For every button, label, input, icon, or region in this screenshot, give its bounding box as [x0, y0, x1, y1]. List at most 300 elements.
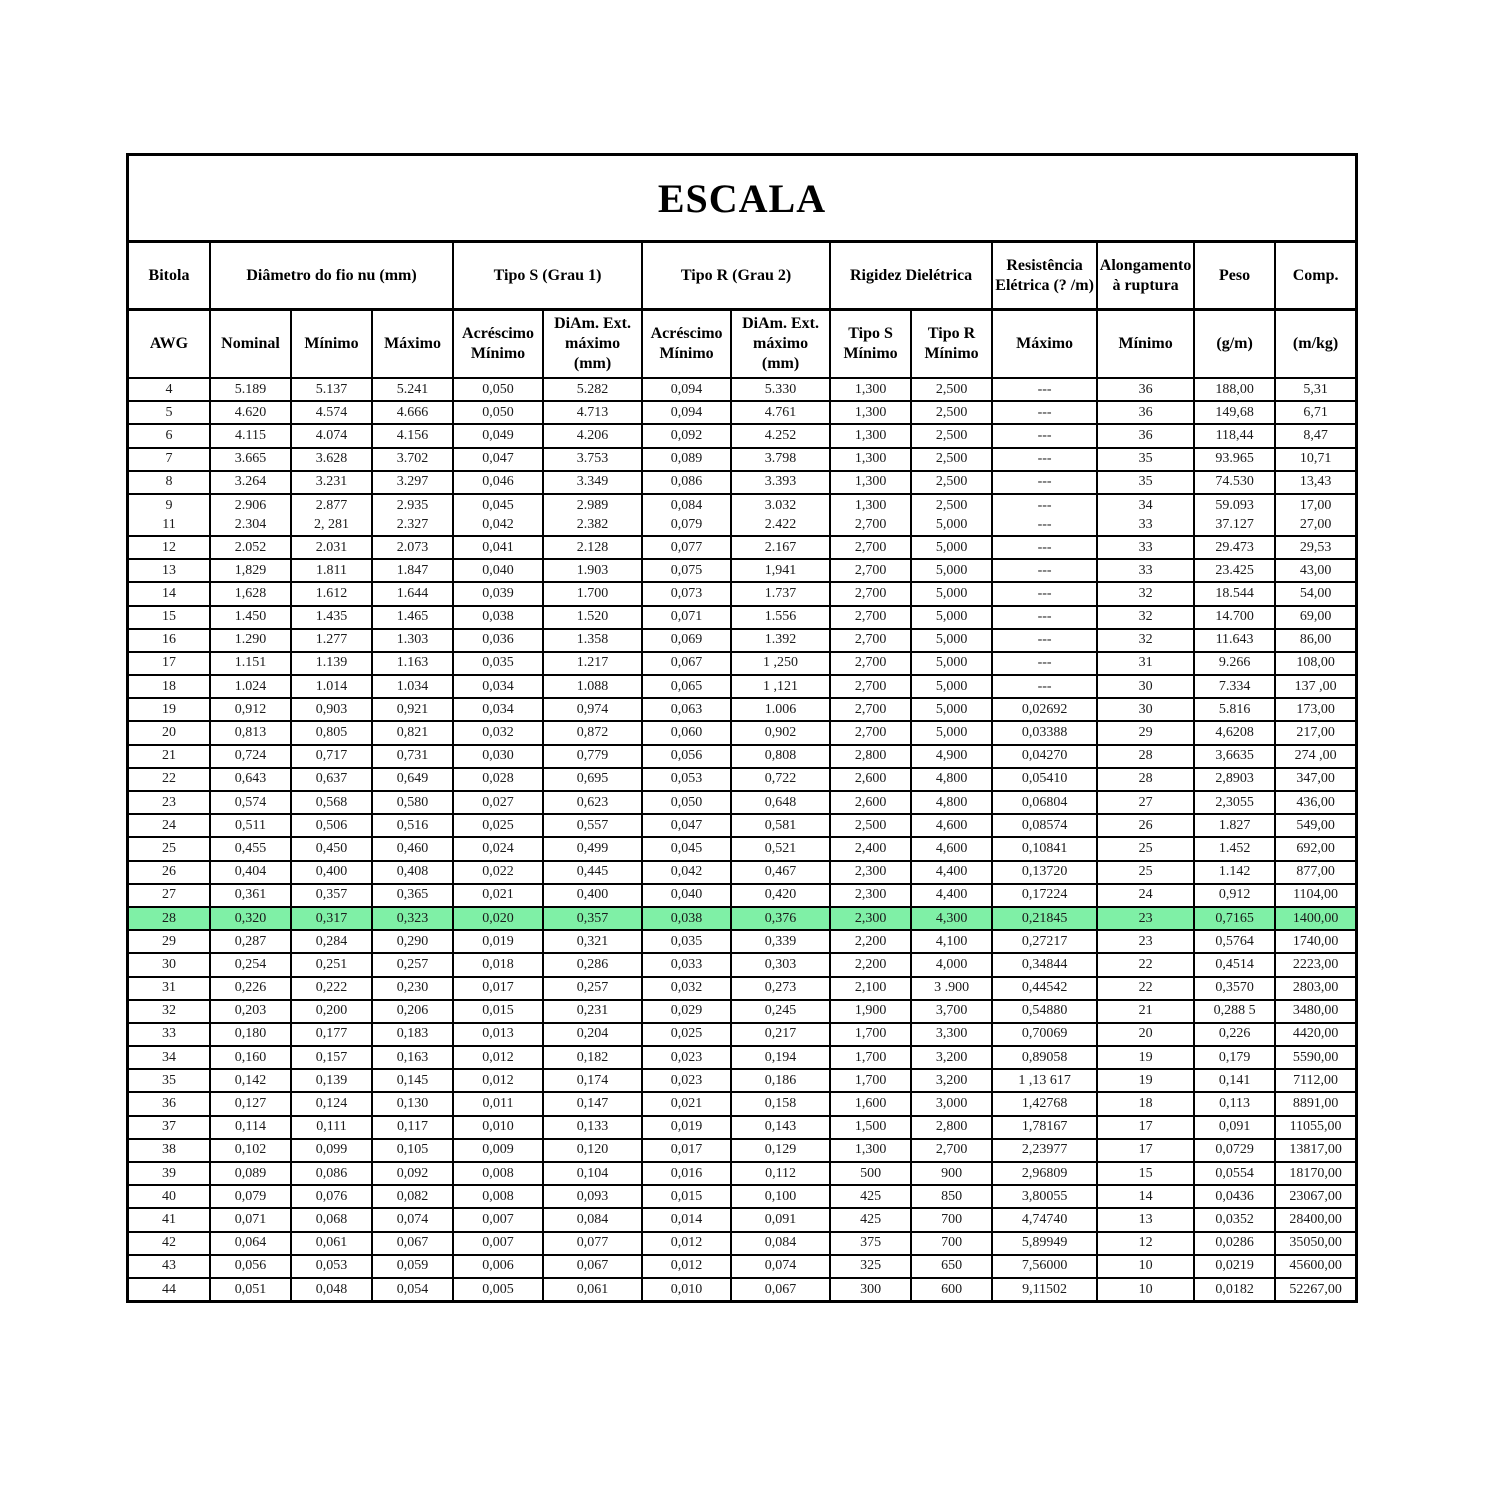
table-cell: 0,320 [210, 907, 291, 930]
table-cell: 0,050 [642, 791, 731, 814]
table-cell: 2.935 2.327 [372, 494, 453, 536]
table-cell: 59.093 37.127 [1194, 494, 1275, 536]
table-cell: 0,016 [642, 1162, 731, 1185]
table-cell: 1,300 [830, 424, 911, 447]
table-row [129, 1046, 1355, 1069]
table-row [129, 559, 1355, 582]
table-cell: 2,500 5,000 [911, 494, 992, 536]
table-cell: 1.392 [731, 629, 830, 652]
table-cell: 0,056 [210, 1255, 291, 1278]
table-cell: 11055,00 [1275, 1116, 1355, 1139]
table-cell: 0,813 [210, 721, 291, 744]
table-cell: 2,600 [830, 791, 911, 814]
table-cell: 0,036 [453, 629, 543, 652]
table-cell: 0,06804 [992, 791, 1097, 814]
table-cell: 0,288 5 [1194, 1000, 1275, 1023]
table-cell: 1.034 [372, 675, 453, 698]
table-cell: 4.666 [372, 401, 453, 424]
table-cell: 0,3570 [1194, 977, 1275, 1000]
header-rigidez: Rigidez Dielétrica [830, 243, 992, 310]
table-cell: 4,600 [911, 814, 992, 837]
table-cell: 1 ,13 617 [992, 1069, 1097, 1092]
table-cell: 0,076 [291, 1185, 372, 1208]
table-cell: 2,200 [830, 930, 911, 953]
table-cell: 0,079 [210, 1185, 291, 1208]
table-cell: --- [992, 401, 1097, 424]
table-cell: 2,500 [911, 378, 992, 401]
table-cell: 0,069 [642, 629, 731, 652]
table-cell: 0,013 [453, 1023, 543, 1046]
table-cell: 0,047 [642, 814, 731, 837]
table-cell: 0,061 [291, 1232, 372, 1255]
table-cell: 2.052 [210, 536, 291, 559]
table-cell: 27 [1097, 791, 1194, 814]
table-cell: 0,13720 [992, 861, 1097, 884]
table-cell: 17 [1097, 1139, 1194, 1162]
table-cell: 0,007 [453, 1208, 543, 1231]
table-cell: --- [992, 536, 1097, 559]
table-cell: 0,012 [453, 1069, 543, 1092]
table-cell: --- [992, 652, 1097, 675]
table-cell: 36 [1097, 401, 1194, 424]
table-cell: 217,00 [1275, 721, 1355, 744]
subheader-cell: (g/m) [1194, 310, 1275, 379]
header-tipo-r: Tipo R (Grau 2) [642, 243, 830, 310]
table-cell: 0,420 [731, 884, 830, 907]
table-cell: 2,700 [830, 652, 911, 675]
table-cell: 2,3055 [1194, 791, 1275, 814]
table-cell: 5,000 [911, 652, 992, 675]
table-row [129, 1278, 1355, 1300]
table-row [129, 953, 1355, 976]
table-cell: 0,365 [372, 884, 453, 907]
table-cell: 0,130 [372, 1092, 453, 1115]
table-cell: 17 [1097, 1116, 1194, 1139]
table-cell: 2,700 [830, 582, 911, 605]
table-cell: 0,099 [291, 1139, 372, 1162]
table-cell: 15 [1097, 1162, 1194, 1185]
table-cell: 11.643 [1194, 629, 1275, 652]
table-cell: 40 [129, 1185, 210, 1208]
table-cell: 0,120 [543, 1139, 642, 1162]
table-cell: 0,511 [210, 814, 291, 837]
table-cell: 26 [1097, 814, 1194, 837]
table-cell: 0,0286 [1194, 1232, 1275, 1255]
table-cell: 4,100 [911, 930, 992, 953]
table-cell: 4.574 [291, 401, 372, 424]
table-cell: 35 [1097, 471, 1194, 494]
subheader-cell: Tipo R Mínimo [911, 310, 992, 379]
table-cell: 4.074 [291, 424, 372, 447]
table-cell: 0,028 [453, 768, 543, 791]
table-row [129, 1139, 1355, 1162]
table-cell: 0,499 [543, 837, 642, 860]
table-cell: 0,637 [291, 768, 372, 791]
table-cell: 0,035 [453, 652, 543, 675]
table-cell: 0,053 [291, 1255, 372, 1278]
table-cell: 0,006 [453, 1255, 543, 1278]
table-cell: 20 [1097, 1023, 1194, 1046]
table-row [129, 977, 1355, 1000]
table-cell: 3,300 [911, 1023, 992, 1046]
table-cell: 0,060 [642, 721, 731, 744]
table-cell: 0,067 [731, 1278, 830, 1300]
table-cell: 0,032 [642, 977, 731, 1000]
table-cell: 5,000 [911, 536, 992, 559]
table-cell: 2,8903 [1194, 768, 1275, 791]
header-comp: Comp. [1275, 243, 1355, 310]
table-cell: 0,722 [731, 768, 830, 791]
table-cell: 0,731 [372, 745, 453, 768]
table-cell: 0,050 [453, 378, 543, 401]
table-cell: 0,174 [543, 1069, 642, 1092]
table-cell: 0,030 [453, 745, 543, 768]
table-cell: 0,038 [453, 606, 543, 629]
table-cell: 0,063 [642, 698, 731, 721]
table-cell: 4.252 [731, 424, 830, 447]
table-cell: 0,321 [543, 930, 642, 953]
table-cell: 4,800 [911, 791, 992, 814]
table-cell: 4.156 [372, 424, 453, 447]
table-cell: 13 [129, 559, 210, 582]
table-cell: 1,600 [830, 1092, 911, 1115]
table-cell: 0,177 [291, 1023, 372, 1046]
table-cell: 1,300 [830, 471, 911, 494]
table-cell: 0,180 [210, 1023, 291, 1046]
table-cell: 0,082 [372, 1185, 453, 1208]
table-cell: 23 [1097, 907, 1194, 930]
table-cell: 0,204 [543, 1023, 642, 1046]
table-cell: 425 [830, 1208, 911, 1231]
table-cell: 5.330 [731, 378, 830, 401]
table-cell: 8 [129, 471, 210, 494]
table-cell: 325 [830, 1255, 911, 1278]
table-cell: 0,581 [731, 814, 830, 837]
table-cell: 692,00 [1275, 837, 1355, 860]
table-cell: 5 [129, 401, 210, 424]
table-cell: 0,064 [210, 1232, 291, 1255]
table-cell: 2,700 [911, 1139, 992, 1162]
table-cell: 25 [129, 837, 210, 860]
table-cell: 0,009 [453, 1139, 543, 1162]
table-cell: 0,141 [1194, 1069, 1275, 1092]
table-cell: 3.628 [291, 448, 372, 471]
table-cell: 0,147 [543, 1092, 642, 1115]
table-cell: 15 [129, 606, 210, 629]
table-cell: 0,445 [543, 861, 642, 884]
table-cell: 0,506 [291, 814, 372, 837]
table-cell: 18 [129, 675, 210, 698]
table-cell: 28400,00 [1275, 1208, 1355, 1231]
table-cell: 7112,00 [1275, 1069, 1355, 1092]
table-header [129, 243, 1355, 378]
table-cell: 18.544 [1194, 582, 1275, 605]
table-row [129, 884, 1355, 907]
table-cell: 0,157 [291, 1046, 372, 1069]
table-cell: 5.189 [210, 378, 291, 401]
table-cell: 2,800 [830, 745, 911, 768]
subheader-cell: AWG [129, 310, 210, 379]
subheader-cell: Tipo S Mínimo [830, 310, 911, 379]
table-cell: 0,273 [731, 977, 830, 1000]
table-cell: 45600,00 [1275, 1255, 1355, 1278]
table-cell: 0,067 [543, 1255, 642, 1278]
table-cell: 4.620 [210, 401, 291, 424]
table-cell: 0,045 0,042 [453, 494, 543, 536]
table-cell: 0,034 [453, 675, 543, 698]
table-cell: 2803,00 [1275, 977, 1355, 1000]
table-cell: 1.014 [291, 675, 372, 698]
table-cell: 28 [1097, 745, 1194, 768]
table-cell: 0,105 [372, 1139, 453, 1162]
table-cell: 347,00 [1275, 768, 1355, 791]
table-cell: 1.811 [291, 559, 372, 582]
table-row [129, 1023, 1355, 1046]
table-cell: 0,046 [453, 471, 543, 494]
table-cell: 35 [129, 1069, 210, 1092]
table-cell: 2,400 [830, 837, 911, 860]
table-cell: 1.024 [210, 675, 291, 698]
table-cell: 52267,00 [1275, 1278, 1355, 1300]
table-cell: 0,041 [453, 536, 543, 559]
table-cell: 20 [129, 721, 210, 744]
table-row [129, 907, 1355, 930]
table-title: ESCALA [129, 156, 1355, 243]
table-cell: 500 [830, 1162, 911, 1185]
table-cell: 0,872 [543, 721, 642, 744]
table-cell: 0,649 [372, 768, 453, 791]
table-cell: 10,71 [1275, 448, 1355, 471]
table-cell: 3.665 [210, 448, 291, 471]
table-cell: 2.073 [372, 536, 453, 559]
table-cell: 0,127 [210, 1092, 291, 1115]
table-cell: 0,017 [453, 977, 543, 1000]
table-row [129, 1116, 1355, 1139]
table-cell: 0,017 [642, 1139, 731, 1162]
table-cell: 0,974 [543, 698, 642, 721]
table-cell: 2,500 [830, 814, 911, 837]
table-cell: 0,287 [210, 930, 291, 953]
table-cell: 42 [129, 1232, 210, 1255]
table-cell: 0,921 [372, 698, 453, 721]
table-cell: 2,700 [830, 698, 911, 721]
table-cell: 0,075 [642, 559, 731, 582]
table-cell: --- --- [992, 494, 1097, 536]
table-cell: 0,092 [372, 1162, 453, 1185]
table-cell: 0,086 [291, 1162, 372, 1185]
table-cell: 0,226 [210, 977, 291, 1000]
table-cell: 23067,00 [1275, 1185, 1355, 1208]
table-cell: 29,53 [1275, 536, 1355, 559]
table-cell: 0,903 [291, 698, 372, 721]
table-cell: 4.206 [543, 424, 642, 447]
table-cell: 38 [129, 1139, 210, 1162]
table-cell: 28 [129, 907, 210, 930]
table-cell: 0,17224 [992, 884, 1097, 907]
table-cell: 0,019 [642, 1116, 731, 1139]
table-cell: 0,045 [642, 837, 731, 860]
table-cell: 3.702 [372, 448, 453, 471]
table-cell: 2,100 [830, 977, 911, 1000]
table-cell: 0,047 [453, 448, 543, 471]
table-cell: 0,039 [453, 582, 543, 605]
table-cell: 74.530 [1194, 471, 1275, 494]
table-cell: 0,186 [731, 1069, 830, 1092]
table-cell: 13817,00 [1275, 1139, 1355, 1162]
table-cell: 0,695 [543, 768, 642, 791]
table-cell: 3.798 [731, 448, 830, 471]
table-cell: 0,912 [1194, 884, 1275, 907]
table-cell: 0,100 [731, 1185, 830, 1208]
table-cell: 2,23977 [992, 1139, 1097, 1162]
table-cell: 0,03388 [992, 721, 1097, 744]
table-cell: 1,628 [210, 582, 291, 605]
table-cell: 0,024 [453, 837, 543, 860]
table-row [129, 675, 1355, 698]
table-cell: 0,074 [372, 1208, 453, 1231]
table-cell: --- [992, 448, 1097, 471]
table-cell: 1.139 [291, 652, 372, 675]
header-tipo-s: Tipo S (Grau 1) [453, 243, 642, 310]
table-cell: 0,08574 [992, 814, 1097, 837]
table-cell: 0,029 [642, 1000, 731, 1023]
table-cell: 375 [830, 1232, 911, 1255]
table-row [129, 448, 1355, 471]
table-row [129, 1232, 1355, 1255]
table-cell: 0,21845 [992, 907, 1097, 930]
table-cell: 0,034 [453, 698, 543, 721]
table-cell: 3,000 [911, 1092, 992, 1115]
table-cell: 13,43 [1275, 471, 1355, 494]
table-cell: 3.753 [543, 448, 642, 471]
table-cell: 0,073 [642, 582, 731, 605]
table-cell: --- [992, 582, 1097, 605]
table-cell: 2,300 [830, 884, 911, 907]
table-cell: 4,300 [911, 907, 992, 930]
table-cell: 1,500 [830, 1116, 911, 1139]
table-cell: 274 ,00 [1275, 745, 1355, 768]
table-cell: 0,015 [453, 1000, 543, 1023]
table-cell: 23.425 [1194, 559, 1275, 582]
table-cell: 2,700 [830, 629, 911, 652]
table-cell: 8,47 [1275, 424, 1355, 447]
table-cell: 1.450 [210, 606, 291, 629]
table-cell: 0,010 [453, 1116, 543, 1139]
header-peso: Peso [1194, 243, 1275, 310]
table-cell: 0,580 [372, 791, 453, 814]
table-cell: 22 [1097, 953, 1194, 976]
table-cell: 0,323 [372, 907, 453, 930]
table-cell: 0,04270 [992, 745, 1097, 768]
table-cell: 1,42768 [992, 1092, 1097, 1115]
table-cell: 0,206 [372, 1000, 453, 1023]
table-cell: 173,00 [1275, 698, 1355, 721]
table-cell: 0,286 [543, 953, 642, 976]
table-cell: 29 [1097, 721, 1194, 744]
table-cell: 0,145 [372, 1069, 453, 1092]
table-row [129, 1069, 1355, 1092]
table-cell: 1 ,250 [731, 652, 830, 675]
table-cell: 3.297 [372, 471, 453, 494]
table-cell: 0,021 [453, 884, 543, 907]
table-cell: 0,404 [210, 861, 291, 884]
table-cell: 0,117 [372, 1116, 453, 1139]
subheader-cell: (m/kg) [1275, 310, 1355, 379]
table-cell: 0,012 [642, 1255, 731, 1278]
table-cell: 3.264 [210, 471, 291, 494]
table-cell: 4,800 [911, 768, 992, 791]
table-cell: 5,31 [1275, 378, 1355, 401]
table-cell: 118,44 [1194, 424, 1275, 447]
table-cell: 0,061 [543, 1278, 642, 1300]
table-cell: 36 [129, 1092, 210, 1115]
table-cell: 0,133 [543, 1116, 642, 1139]
table-cell: 5.137 [291, 378, 372, 401]
table-cell: 2,700 [830, 606, 911, 629]
table-cell: 600 [911, 1278, 992, 1300]
table-cell: 34 [129, 1046, 210, 1069]
table-cell: 0,093 [543, 1185, 642, 1208]
table-cell: 0,648 [731, 791, 830, 814]
table-cell: 17,00 27,00 [1275, 494, 1355, 536]
table-cell: 436,00 [1275, 791, 1355, 814]
table-cell: 4 [129, 378, 210, 401]
table-cell: 0,129 [731, 1139, 830, 1162]
table-cell: 0,021 [642, 1092, 731, 1115]
table-cell: 0,557 [543, 814, 642, 837]
table-cell: 0,203 [210, 1000, 291, 1023]
table-cell: --- [992, 471, 1097, 494]
table-cell: 0,025 [453, 814, 543, 837]
table-cell: 4.115 [210, 424, 291, 447]
table-cell: 3480,00 [1275, 1000, 1355, 1023]
table-cell: 0,27217 [992, 930, 1097, 953]
table-cell: 137 ,00 [1275, 675, 1355, 698]
table-cell: 32 [1097, 606, 1194, 629]
table-cell: 0,124 [291, 1092, 372, 1115]
table-cell: 0,091 [1194, 1116, 1275, 1139]
table-cell: 23 [129, 791, 210, 814]
table-row [129, 745, 1355, 768]
subheader-cell: DiAm. Ext. máximo (mm) [731, 310, 830, 379]
table-cell: 0,460 [372, 837, 453, 860]
table-cell: 31 [1097, 652, 1194, 675]
table-cell: 5,000 [911, 721, 992, 744]
table-row [129, 837, 1355, 860]
table-cell: 0,091 [731, 1208, 830, 1231]
table-cell: 0,059 [372, 1255, 453, 1278]
table-cell: 12 [1097, 1232, 1194, 1255]
subheader-cell: Acréscimo Mínimo [453, 310, 543, 379]
table-cell: 0,040 [453, 559, 543, 582]
table-cell: 1.142 [1194, 861, 1275, 884]
table-cell: 5,89949 [992, 1232, 1097, 1255]
table-cell: 700 [911, 1232, 992, 1255]
table-cell: 300 [830, 1278, 911, 1300]
table-cell: 4420,00 [1275, 1023, 1355, 1046]
table-cell: 26 [129, 861, 210, 884]
table-cell: 700 [911, 1208, 992, 1231]
table-cell: 14 [1097, 1185, 1194, 1208]
table-cell: 5,000 [911, 698, 992, 721]
table-cell: --- [992, 559, 1097, 582]
table-cell: 0,077 [543, 1232, 642, 1255]
table-cell: 12 [129, 536, 210, 559]
table-cell: 0,450 [291, 837, 372, 860]
table-cell: 0,54880 [992, 1000, 1097, 1023]
table-cell: 2,700 [830, 536, 911, 559]
table-cell: 0,071 [210, 1208, 291, 1231]
